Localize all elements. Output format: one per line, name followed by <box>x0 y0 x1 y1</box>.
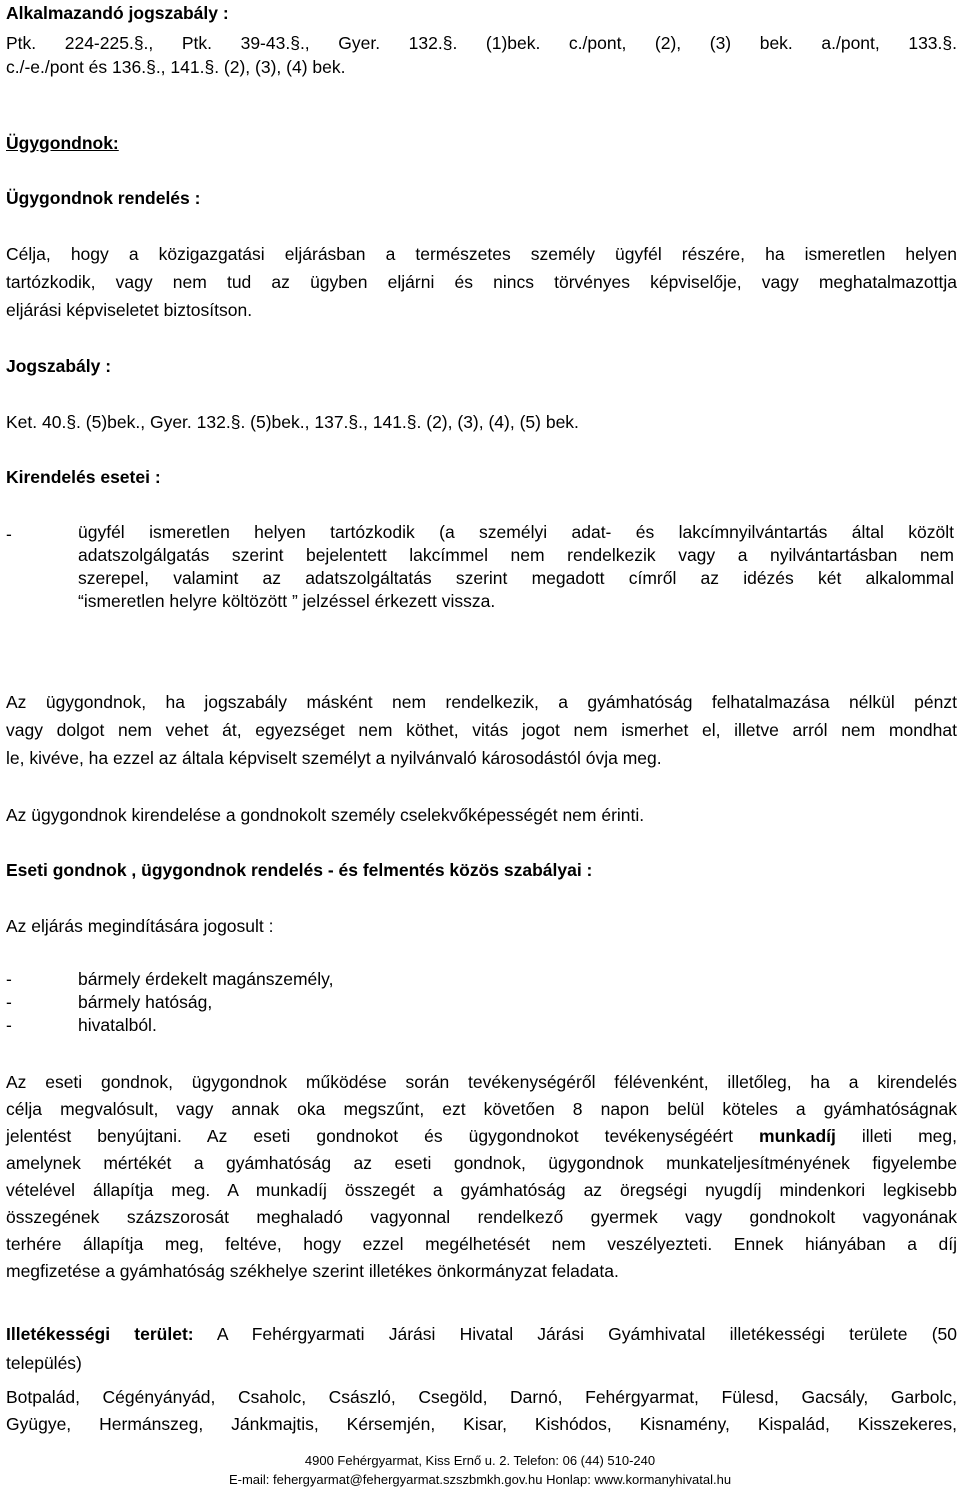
list-dash: - <box>6 1015 12 1035</box>
reporting-line-8: megfizetése a gyámhatóság székhelye szerint illetékes önkormányzat feladata. <box>6 1261 619 1281</box>
common-rules-heading: Eseti gondnok , ügygondnok rendelés - és felmentés közös szabályai : <box>6 860 593 880</box>
list-item <box>6 1014 957 1037</box>
case-guardian-subheading: Ügygondnok rendelés : <box>6 188 201 208</box>
list-item <box>6 968 957 991</box>
list-dash: - <box>6 969 12 989</box>
legislation-text: Ket. 40.§. (5)bek., Gyer. 132.§. (5)bek., 137.§., 141.§. (2), (3), (4), (5) bek. <box>6 412 579 432</box>
applicable-law-heading: Alkalmazandó jogszabály : <box>6 3 229 23</box>
appointment-case-dash: - <box>6 524 12 544</box>
list-item-text: hivatalból. <box>78 1015 157 1035</box>
restrictions-line-1: Az ügygondnok, ha jogszabály másként nem rendelkezik, a gyámhatóság felhatalmazása nélkül pénzt <box>6 692 957 712</box>
appointment-cases-heading: Kirendelés esetei : <box>6 467 161 487</box>
applicable-law-line-2: c./-e./pont és 136.§., 141.§. (2), (3), (4) bek. <box>6 57 346 77</box>
initiation-list <box>6 968 957 1037</box>
list-item-text: bármely érdekelt magánszemély, <box>78 969 334 989</box>
purpose-line-3: eljárási képviseletet biztosítson. <box>6 300 253 320</box>
reporting-line-7: terhére állapítja meg, feltéve, hogy ezzel megélhetését nem veszélyezteti. Ennek hiányában a díj <box>6 1234 957 1254</box>
case-guardian-heading: Ügygondnok: <box>6 133 119 153</box>
footer-address: 4900 Fehérgyarmat, Kiss Ernő u. 2. Telefon: 06 (44) 510-240 <box>304 1453 656 1468</box>
legislation-heading: Jogszabály : <box>6 356 112 376</box>
appointment-case-line-3: szerepel, valamint az adatszolgáltatás szerint megadott címről az idézés két alkalommal <box>78 568 954 588</box>
places-line-1: Botpalád, Cégényányád, Csaholc, Császló, Csegöld, Darnó, Fehérgyarmat, Fülesd, Gacsály, Garbolc, <box>6 1387 957 1407</box>
jurisdiction-line-2: település) <box>6 1353 82 1373</box>
appointment-case-line-1: ügyfél ismeretlen helyen tartózkodik (a személyi adat- és lakcímnyilvántartás által közölt <box>78 522 954 542</box>
reporting-line-4: amelynek mértékét a gyámhatóság az eseti gondnok, ügygondnok munkateljesítményének figyelembe <box>6 1153 957 1173</box>
appointment-case-line-4: “ismeretlen helyre költözött ” jelzéssel érkezett vissza. <box>78 591 496 611</box>
reporting-line-5: vételével állapítja meg. A munkadíj összegét a gyámhatóság az öregségi nyugdíj mindenkori legkisebb <box>6 1180 957 1200</box>
fee-term: munkadíj <box>759 1126 836 1146</box>
jurisdiction-text: A Fehérgyarmati Járási Hivatal Járási Gyámhivatal illetékességi területe (50 <box>216 1324 957 1344</box>
reporting-line-2: célja megvalósult, vagy annak oka megszűnt, ezt követően 8 napon belül köteles a gyámhatóságnak <box>6 1099 957 1119</box>
list-item <box>6 991 957 1014</box>
restrictions-line-2: vagy dolgot nem vehet át, egyezséget nem köthet, vitás jogot nem ismerhet el, illetve arról nem mondhat <box>6 720 957 740</box>
applicable-law-line-1: Ptk. 224-225.§., Ptk. 39-43.§., Gyer. 132.§. (1)bek. c./pont, (2), (3) bek. a./pont, 133.§. <box>6 33 957 53</box>
reporting-line-3-start: jelentést benyújtani. Az eseti gondnokot és ügygondnokot tevékenységéért <box>6 1126 734 1146</box>
purpose-line-1: Célja, hogy a közigazgatási eljárásban a természetes személy ügyfél részére, ha ismeretlen helyen <box>6 244 957 264</box>
reporting-line-3 <box>6 1123 957 1149</box>
places-line-2: Gyügye, Hermánszeg, Jánkmajtis, Kérsemjén, Kisar, Kishódos, Kisnamény, Kispalád, Kisszekeres, <box>6 1414 957 1434</box>
jurisdiction-label: Illetékességi terület: <box>6 1324 194 1344</box>
reporting-line-1: Az eseti gondnok, ügygondnok működése során tevékenységéről félévenként, illetőleg, ha a kirendelés <box>6 1072 957 1092</box>
purpose-line-2: tartózkodik, vagy nem tud az ügyben eljárni és nincs törvényes képviselője, vagy meghatalmazottja <box>6 272 957 292</box>
list-dash: - <box>6 992 12 1012</box>
restrictions-line-3: le, kivéve, ha ezzel az általa képviselt személyt a nyilvánvaló károsodástól óvja meg. <box>6 748 662 768</box>
appointment-case-line-2: adatszolgálgatás szerint bejelentett lakcímmel nem rendelkezik vagy a nyilvántartásban nem <box>78 545 954 565</box>
jurisdiction-line-1 <box>6 1321 957 1347</box>
reporting-line-6: összegének százszorosát meghaladó vagyonnal rendelkező gyermek vagy gondnokolt vagyonának <box>6 1207 957 1227</box>
initiation-heading: Az eljárás megindítására jogosult : <box>6 916 274 936</box>
list-item-text: bármely hatóság, <box>78 992 213 1012</box>
reporting-line-3-end: illeti meg, <box>861 1126 957 1146</box>
capacity-note: Az ügygondnok kirendelése a gondnokolt személy cselekvőképességét nem érinti. <box>6 805 645 825</box>
footer-contact: E-mail: fehergyarmat@fehergyarmat.szszbmkh.gov.hu Honlap: www.kormanyhivatal.hu <box>228 1472 732 1487</box>
